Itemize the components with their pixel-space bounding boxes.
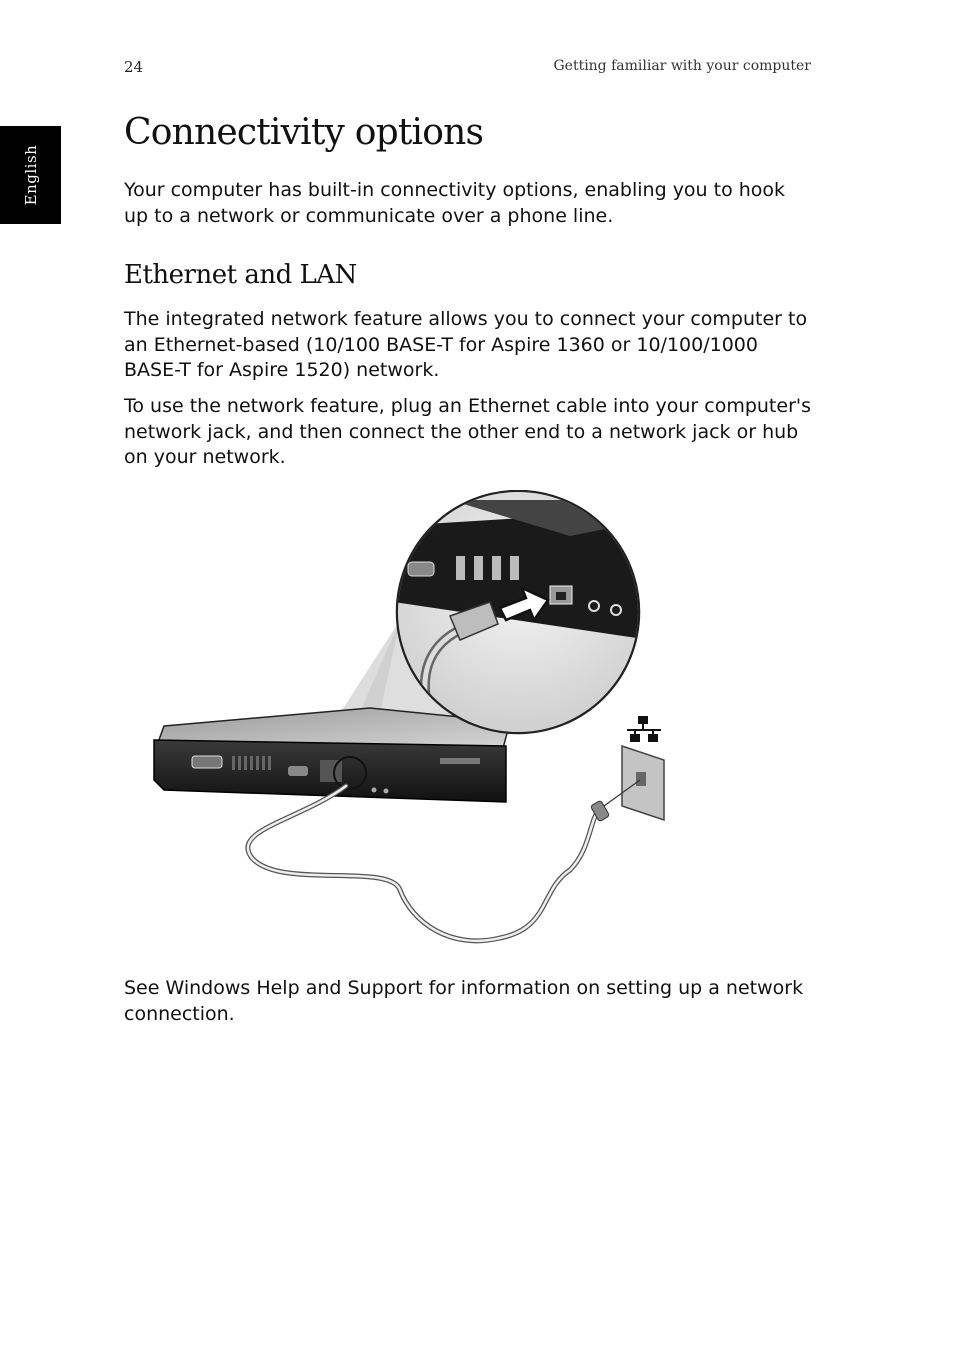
wall-jack xyxy=(604,746,664,820)
page-number: 24 xyxy=(124,58,144,76)
ethernet-connection-figure xyxy=(150,490,670,950)
section-title: Connectivity options xyxy=(124,112,484,153)
subsection-title: Ethernet and LAN xyxy=(124,260,357,290)
running-header: Getting familiar with your computer xyxy=(553,58,811,74)
ethernet-paragraph-1: The integrated network feature allows you to connect your computer to an Ethernet-based (10/100 BASE-T for Aspire 1360 or 10/100/1000 BASE-T for Aspire 1520) network. xyxy=(124,308,808,381)
ethernet-paragraph-2: To use the network feature, plug an Ethernet cable into your computer's network jack, and then connect the other end to a network jack or hub on your network. xyxy=(124,395,812,468)
laptop xyxy=(154,708,510,802)
intro-paragraph: Your computer has built-in connectivity options, enabling you to hook up to a network or communicate over a phone line. xyxy=(124,179,786,227)
language-tab-label: English xyxy=(21,144,40,206)
ethernet-cable xyxy=(248,786,598,941)
network-icon xyxy=(627,716,661,742)
ethernet-illustration xyxy=(150,490,670,950)
help-paragraph: See Windows Help and Support for information on setting up a network connection. xyxy=(124,977,804,1025)
language-tab xyxy=(0,126,61,224)
